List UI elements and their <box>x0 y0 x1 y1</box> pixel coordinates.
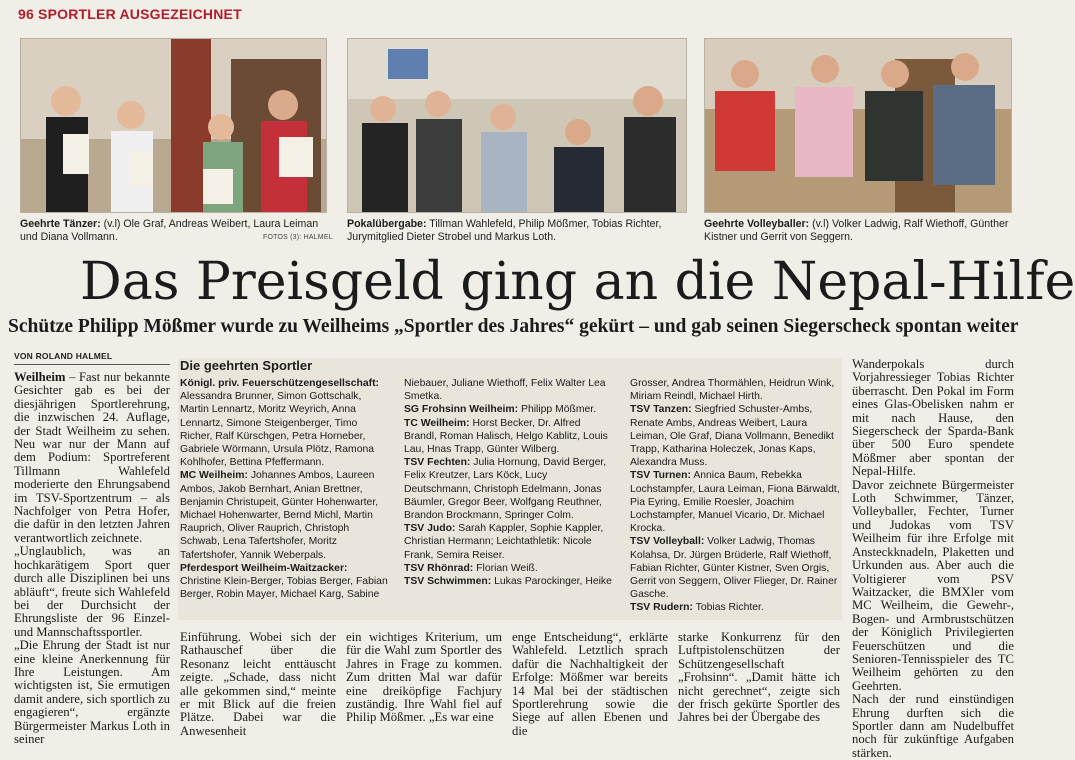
club-name: TSV Tanzen: <box>630 404 692 416</box>
photo-volleyball <box>704 38 1012 213</box>
honoree-names: Tobias Richter. <box>692 602 764 614</box>
club-name: TSV Schwimmen: <box>404 576 492 588</box>
club-name: TSV Turnen: <box>630 470 691 482</box>
subheadline: Schütze Philipp Mößmer wurde zu Weilheims „Sportler des Jahres“ gekürt – und gab seinen Siegerscheck spontan weiter <box>8 316 1019 337</box>
club-name: TSV Volleyball: <box>630 536 705 548</box>
article-column-6 <box>852 357 1014 760</box>
photo-dancers <box>20 38 327 213</box>
honoree-names: Annica Baum, Rebekka Lochstampfer, Laura Leiman, Fiona Bärwaldt, Pia Eyring, Emilie Roesler, Joachim Lochstampfer, Manuel Vicario, Dr. Michael Krocka. <box>630 470 840 535</box>
honoree-entry <box>180 469 390 561</box>
honoree-names: Philipp Mößmer. <box>518 404 597 416</box>
article-column-2: Einführung. Wobei sich der Rathauschef über die Resonanz leicht enttäuscht zeigte. „Schade, dass nicht alle gekommen sind,“ meinte er mit Blick auf die freien Plätze. Dabei war die Anwesenheit <box>180 630 336 738</box>
photo-trophy <box>347 38 687 213</box>
honorees-title: Die geehrten Sportler <box>180 358 313 373</box>
club-name: TSV Rudern: <box>630 602 693 614</box>
honorees-column-1 <box>180 377 390 601</box>
article-column-5: starke Konkurrenz für den Luftpistolenschützen der Schützengesellschaft „Frohsinn“. „Damit hätte ich nicht gerechnet“, zeigte sich der frisch gekürte Sportler des Jahres bei der Übergabe des <box>678 630 840 725</box>
dateline: Weilheim <box>14 370 66 384</box>
honoree-entry <box>404 562 614 575</box>
honoree-names: Johannes Ambos, Laureen Ambos, Jakob Bernhart, Anian Brettner, Benjamin Christupeit, Günter Hohenwarter, Michael Hohenwarter, Bernd Michl, Martin Rauprich, Oliver Rauprich, Christoph Schwab, Lena Tafertshofer, Moritz Tafertshofer, Yannik Weberpals. <box>180 470 379 561</box>
club-name: TSV Judo: <box>404 523 456 535</box>
paragraph: „Unglaublich, was an hochkarätigem Sport quer durch alle Disziplinen bei uns abläuft“, freute sich Wahlefeld bei der Durchsicht der Ehrungsliste der 96 Einzel- und Mannschaftssportler. <box>14 544 170 639</box>
honoree-entry <box>630 377 840 403</box>
honoree-names: Grosser, Andrea Thormählen, Heidrun Wink, Miriam Reindl, Michael Hirth. <box>630 378 835 403</box>
paragraph: Wanderpokals durch Vorjahressieger Tobias Richter überrascht. Den Pokal im Form eines Glas-Obelisken nahm er mit nach Hause, den Siegerscheck der Sparda-Bank über 500 Euro spendete Mößmer aber spontan der Nepal-Hilfe. <box>852 357 1014 479</box>
paragraph: „Die Ehrung der Stadt ist nur eine kleine Anerkennung für Ihre Leistungen. Am wichtigsten ist, Sie ermutigen damit andere, sich sportlich zu engagieren“, ergänzte Bürgermeister Markus Loth in seiner <box>14 638 170 746</box>
section-label: 96 SPORTLER AUSGEZEICHNET <box>18 6 242 22</box>
club-name: MC Weilheim: <box>180 470 248 482</box>
article-column-1: Weilheim – Fast nur bekannte Gesichter gab es bei der diesjährigen Sportlerehrung, die inzwischen 24. Auflage, der Stadt Weilheim zu sehen. Neu war nur der Mann auf dem Podium: Sportreferent Tillmann Wahlefeld moderierte den Ehrungsabend im TSV-Sportzentrum – als Nachfolger von Petra Hofer, die dafür in den letzten Jahren verantwortlich zeichnete. „Unglaublich, was an hochkarätigem Sport quer durch alle Disziplinen bei uns abläuft“, freute sich Wahlefeld bei der Durchsicht der Ehrungsliste der 96 Einzel- und Mannschaftssportler. „Die Ehrung der Stadt ist nur eine kleine Anerkennung für Ihre Leistungen. Am wichtigsten ist, Sie ermutigen damit andere, sich sportlich zu engagieren“, ergänzte Bürgermeister Markus Loth in seiner <box>14 370 170 746</box>
honoree-entry <box>630 403 840 469</box>
club-name: TSV Fechten: <box>404 457 471 469</box>
club-name: SG Frohsinn Weilheim: <box>404 404 519 416</box>
article-column-3: ein wichtiges Kriterium, um für die Wahl zum Sportler des Jahres in Frage zu kommen. Zum dritten Mal war dafür eine dreiköpfige Fachjury zuständig. Ihre Wahl fiel auf Philip Mößmer. „Es war eine <box>346 630 502 725</box>
honoree-entry <box>404 417 614 457</box>
honoree-names: Christine Klein-Berger, Tobias Berger, Fabian Berger, Robin Mayer, Michael Karg, Sabine <box>180 576 388 601</box>
honoree-entry <box>404 456 614 522</box>
honoree-names: Horst Becker, Dr. Alfred Brandl, Roman Halisch, Helgo Kablitz, Louis Lau, Hnas Trapp, Günter Wilberg. <box>404 417 608 456</box>
honoree-entry <box>630 601 840 614</box>
honoree-entry <box>180 377 390 469</box>
honoree-names: Siegfried Schuster-Ambs, Renate Ambs, Andreas Weibert, Laura Leiman, Ole Graf, Diana Vollmann, Benedikt Trapp, Katharina Holeczek, Jonas Kaps, Alexandra Muss. <box>630 404 834 469</box>
honoree-entry <box>180 562 390 602</box>
article-column-4: enge Entscheidung“, erklärte Wahlefeld. Letztlich sprach dafür die Nachhaltigkeit der Erfolge: Mößmer war bereits 14 Mal bei der städtischen Sportlerehrung sowie die Siege auf allen Ebenen und die <box>512 630 668 738</box>
honoree-entry <box>404 522 614 562</box>
club-name: Königl. priv. Feuerschützengesellschaft: <box>180 378 379 389</box>
caption-volleyball: Geehrte Volleyballer: (v.l) Volker Ladwig, Ralf Wiethoff, Günther Kistner und Gerrit von Seggern. <box>704 218 1009 243</box>
honoree-names: Volker Ladwig, Thomas Kolahsa, Dr. Jürgen Brüderle, Ralf Wiethoff, Fabian Richter, Günter Kistner, Sven Orgis, Gerrit von Seggern, Oliver Flieger, Dr. Rainer Gasche. <box>630 536 838 601</box>
paragraph: Nach der rund einstündigen Ehrung durften sich die Sportler dann am Nudelbuffet noch für zukünftige Aufgaben stärken. <box>852 692 1014 760</box>
paragraph: Davor zeichnete Bürgermeister Loth Schwimmer, Tänzer, Volleyballer, Fechter, Turner und Judokas vom TSV Weilheim für ihre Erfolge mit Ansteckknadeln, Plaketten und Urkunden aus. Aber auch die Voltigierer vom PSV Waitzacker, die BMXler vom MC Weilheim, die Gewehr-, Bogen- und Armbrustschützen der Königlich Privilegierten Feuerschützen und die Senioren-Tennisspieler des TC Weilheim gehörten zu den Geehrten. <box>852 477 1014 693</box>
honoree-names: Florian Weiß. <box>473 562 538 574</box>
caption-dancers: Geehrte Tänzer: (v.l) Ole Graf, Andreas Weibert, Laura Leiman und Diana Vollmann. <box>20 218 319 243</box>
photo-credit: FOTOS (3): HALMEL <box>263 234 333 241</box>
club-name: TC Weilheim: <box>404 417 470 429</box>
honoree-names: Sarah Kappler, Sophie Kappler, Christian Hermann; Leichtathletik: Nicole Frank, Semira Reiser. <box>404 523 604 561</box>
honoree-names: Niebauer, Juliane Wiethoff, Felix Walter Lea Smetka. <box>404 378 606 403</box>
honoree-names: Lukas Parockinger, Heike <box>491 576 612 588</box>
honorees-column-2 <box>404 377 614 588</box>
honoree-entry <box>630 469 840 535</box>
headline: Das Preisgeld ging an die Nepal-Hilfe <box>80 252 1075 312</box>
caption-trophy: Pokalübergabe: Tillman Wahlefeld, Philip Mößmer, Tobias Richter, Jurymitglied Dieter Strobel und Markus Loth. <box>347 218 662 243</box>
honoree-entry <box>630 535 840 601</box>
club-name: Pferdesport Weilheim-Waitzacker: <box>180 562 348 574</box>
honoree-entry <box>404 377 614 403</box>
honoree-names: Julia Hornung, David Berger, Felix Kreutzer, Lars Köck, Lucy Deutschmann, Christoph Edelmann, Jonas Bäumler, Gregor Beer, Wolfgang Reuthner, Brandon Brockmann, Springer Colm. <box>404 457 607 522</box>
honoree-names: Alessandra Brunner, Simon Gottschalk, Martin Lennartz, Moritz Weyrich, Anna Lennartz, Simone Steigenberger, Timo Richer, Ralf Kürschgen, Petra Horneber, Gabriele Wörmann, Ursula Plötz, Ramona Kohlhofer, Bettina Pfeffermann. <box>180 391 375 469</box>
honoree-entry <box>404 575 614 588</box>
honoree-entry <box>404 403 614 416</box>
byline: VON ROLAND HALMEL <box>14 351 113 361</box>
byline-rule <box>14 364 170 365</box>
honorees-column-3 <box>630 377 840 615</box>
club-name: TSV Rhönrad: <box>404 562 474 574</box>
